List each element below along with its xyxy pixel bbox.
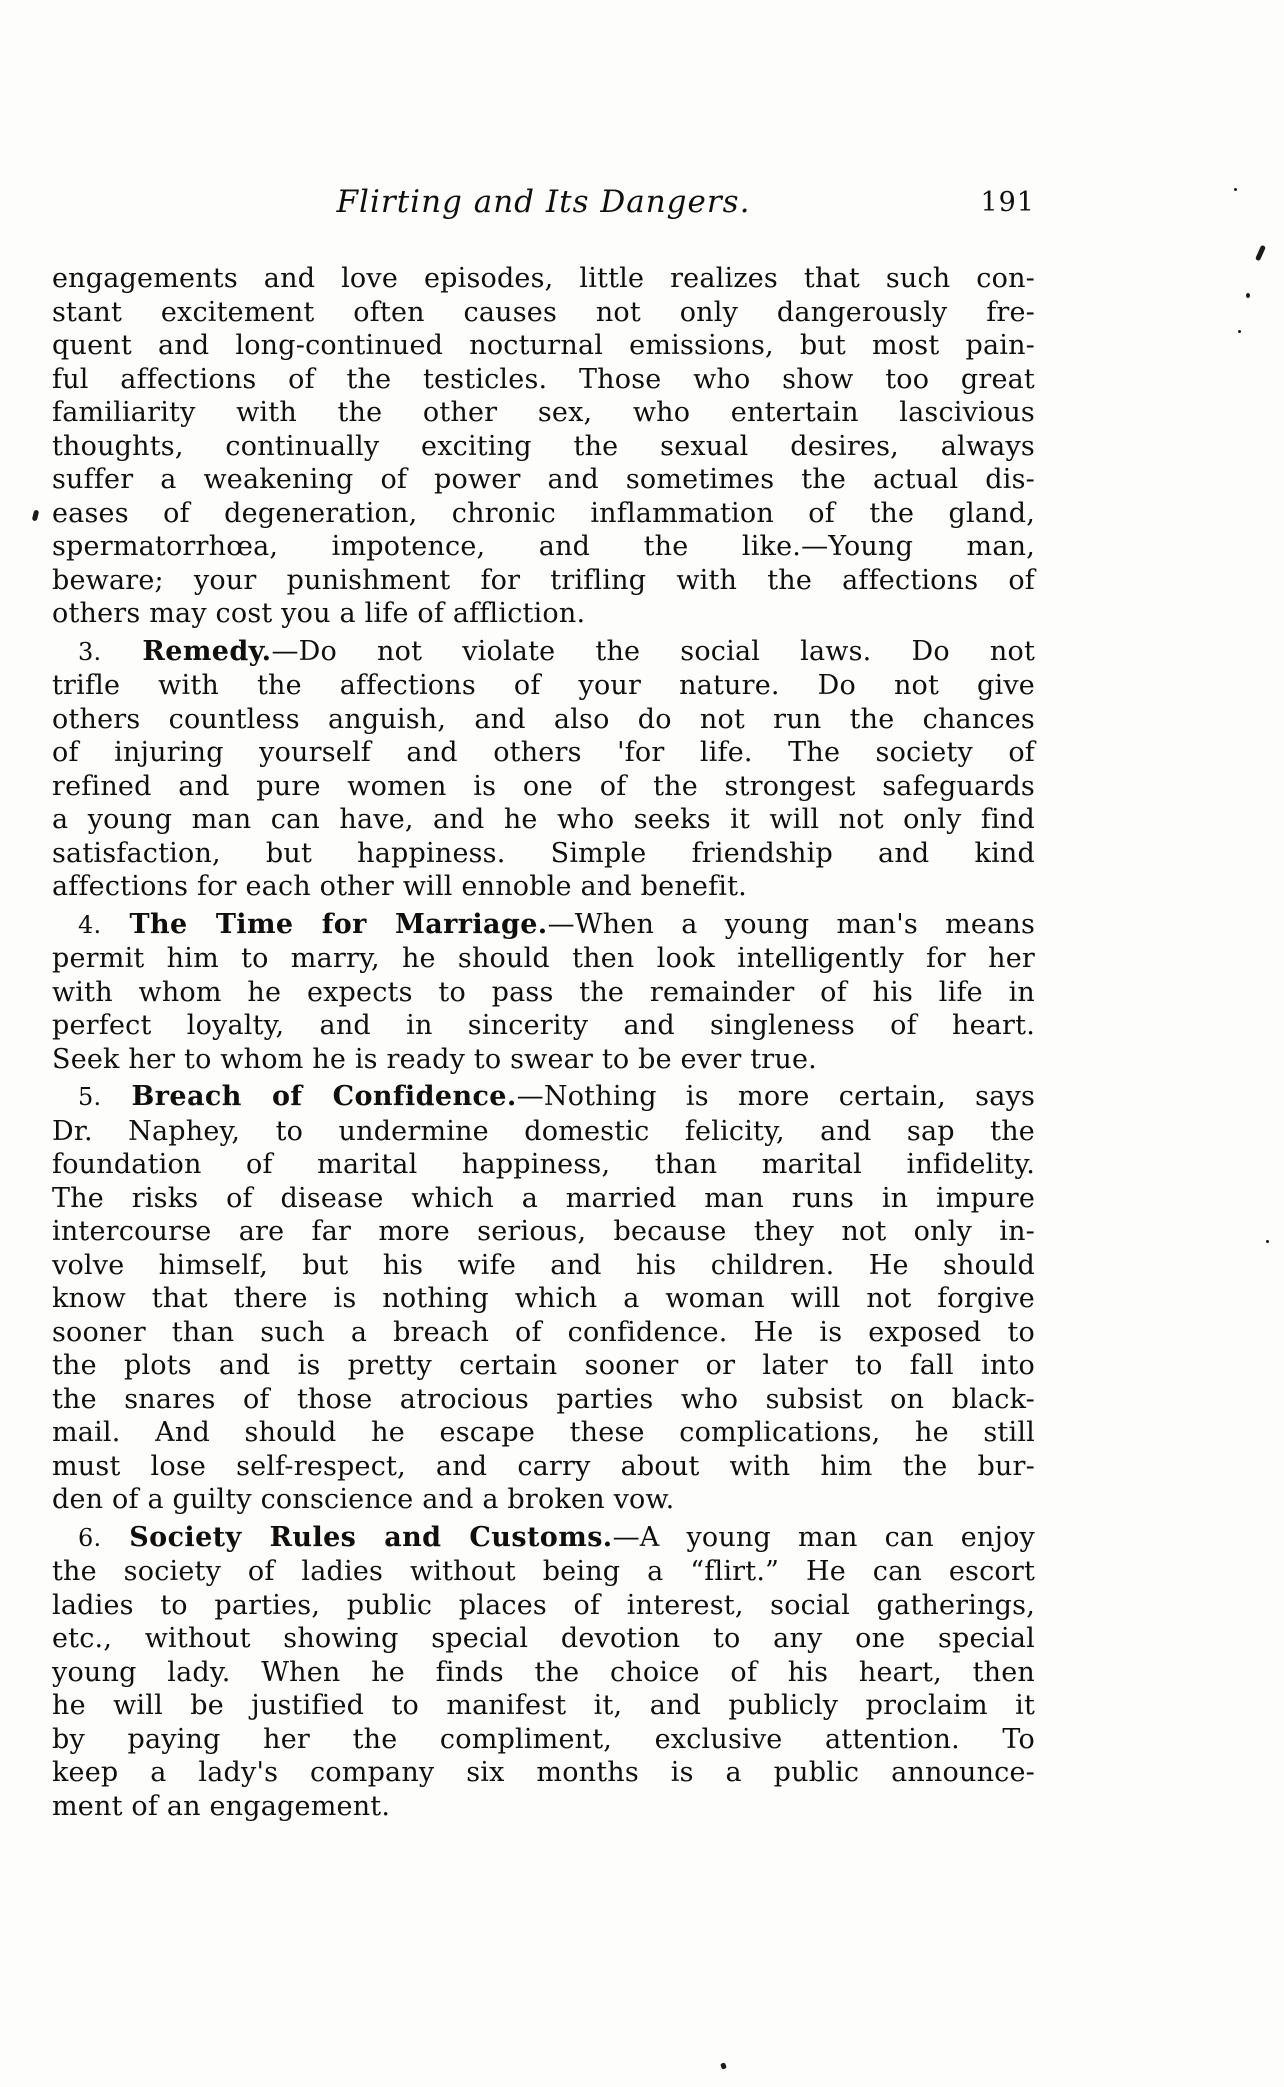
text-line: the society of ladies without being a “flirt.” He can escort <box>52 1556 1035 1587</box>
paragraph-number: 4. <box>78 910 102 939</box>
text-line: permit him to marry, he should then look intelligently for her <box>52 943 1035 974</box>
text-line: Dr. Naphey, to undermine domestic felicity, and sap the <box>52 1115 1035 1147</box>
text-line: The risks of disease which a married man runs in impure <box>52 1182 1035 1214</box>
text-line: perfect loyalty, and in sincerity and singleness of heart. <box>52 1010 1035 1041</box>
text-line: engagements and love episodes, little realizes that such con- <box>52 263 1035 294</box>
text-line: thoughts, continually exciting the sexual desires, always <box>52 430 1035 462</box>
scan-speck <box>1246 293 1250 298</box>
text-line: refined and pure women is one of the strongest safeguards <box>52 770 1035 802</box>
text-line: others countless anguish, and also do not run the chances <box>52 703 1035 735</box>
paragraph-remedy <box>52 635 1035 904</box>
text-line <box>52 908 1035 943</box>
paragraph-society-rules <box>52 1521 1035 1824</box>
scan-speck <box>1238 330 1241 333</box>
text-line: satisfaction, but happiness. Simple friendship and kind <box>52 837 1035 869</box>
paragraph-time-for-marriage <box>52 908 1035 1077</box>
text-line: stant excitement often causes not only dangerously fre- <box>52 296 1035 328</box>
text-line: Seek her to whom he is ready to swear to be ever true. <box>52 1043 817 1075</box>
paragraph-heading: Breach of Confidence. <box>101 1081 517 1112</box>
text-line: eases of degeneration, chronic inflammation of the gland, <box>52 497 1035 529</box>
text-line: volve himself, but his wife and his children. He should <box>52 1249 1035 1281</box>
text-block <box>52 262 1035 1823</box>
text-line <box>52 1080 1035 1115</box>
paragraph-first-line-text: —Nothing is more certain, says <box>516 1081 1035 1112</box>
running-title: Flirting and Its Dangers. <box>336 184 751 220</box>
text-line <box>52 1521 1035 1556</box>
text-line: the plots and is pretty certain sooner or later to fall into <box>52 1350 1035 1381</box>
text-line: foundation of marital happiness, than marital infidelity. <box>52 1149 1035 1180</box>
text-line: ladies to parties, public places of interest, social gatherings, <box>52 1589 1035 1621</box>
text-line: must lose self-respect, and carry about with him the bur- <box>52 1450 1035 1482</box>
text-line: familiarity with the other sex, who entertain lascivious <box>52 397 1035 428</box>
scan-speck <box>1255 245 1266 262</box>
text-line: affections for each other will ennoble and benefit. <box>52 871 747 902</box>
scan-speck <box>1266 1240 1269 1243</box>
text-line: ful affections of the testicles. Those who show too great <box>52 363 1035 395</box>
text-column <box>52 184 1035 1823</box>
paragraph-breach-of-confidence <box>52 1080 1035 1517</box>
text-line: mail. And should he escape these complications, he still <box>52 1417 1035 1448</box>
page-header <box>52 184 1035 224</box>
text-line: the snares of those atrocious parties who subsist on black- <box>52 1383 1035 1415</box>
text-line: others may cost you a life of affliction. <box>52 598 586 629</box>
paragraph-first-line-text: —Do not violate the social laws. Do not <box>271 635 1035 667</box>
paragraph-number: 3. <box>78 637 102 666</box>
paragraph-number: 6. <box>78 1523 102 1552</box>
text-line: he will be justified to manifest it, and publicly proclaim it <box>52 1690 1035 1721</box>
page-number: 191 <box>980 187 1035 218</box>
text-line: intercourse are far more serious, because they not only in- <box>52 1216 1035 1247</box>
paragraph-continuation <box>52 262 1035 631</box>
text-line: of injuring yourself and others 'for life. The society of <box>52 737 1035 768</box>
text-line <box>52 635 1035 670</box>
text-line: young lady. When he finds the choice of his heart, then <box>52 1656 1035 1688</box>
paragraph-first-line-text: —A young man can enjoy <box>612 1521 1035 1553</box>
scan-speck <box>720 2062 727 2069</box>
paragraph-heading: Society Rules and Customs. <box>101 1521 613 1553</box>
paragraph-heading: The Time for Marriage. <box>101 908 548 940</box>
text-line: know that there is nothing which a woman will not forgive <box>52 1283 1035 1314</box>
paragraph-first-line-text: —When a young man's means <box>547 908 1036 940</box>
paragraph-number: 5. <box>78 1083 102 1111</box>
scan-speck <box>1234 188 1237 191</box>
text-line: a young man can have, and he who seeks it will not only find <box>52 804 1035 835</box>
text-line: with whom he expects to pass the remainder of his life in <box>52 976 1035 1008</box>
text-line: den of a guilty conscience and a broken vow. <box>52 1484 675 1515</box>
text-line: trifle with the affections of your nature. Do not give <box>52 670 1035 701</box>
text-line: sooner than such a breach of confidence. He is exposed to <box>52 1316 1035 1348</box>
scan-speck <box>32 510 40 522</box>
paragraph-heading: Remedy. <box>101 635 272 667</box>
text-line: spermatorrhœa, impotence, and the like.—Young man, <box>52 531 1035 562</box>
text-line: suffer a weakening of power and sometimes the actual dis- <box>52 464 1035 495</box>
text-line: keep a lady's company six months is a public announce- <box>52 1757 1035 1788</box>
text-line: beware; your punishment for trifling with the affections of <box>52 564 1035 596</box>
text-line: etc., without showing special devotion to any one special <box>52 1623 1035 1654</box>
text-line: ment of an engagement. <box>52 1790 391 1822</box>
text-line: quent and long-continued nocturnal emissions, but most pain- <box>52 330 1035 361</box>
text-line: by paying her the compliment, exclusive attention. To <box>52 1723 1035 1755</box>
